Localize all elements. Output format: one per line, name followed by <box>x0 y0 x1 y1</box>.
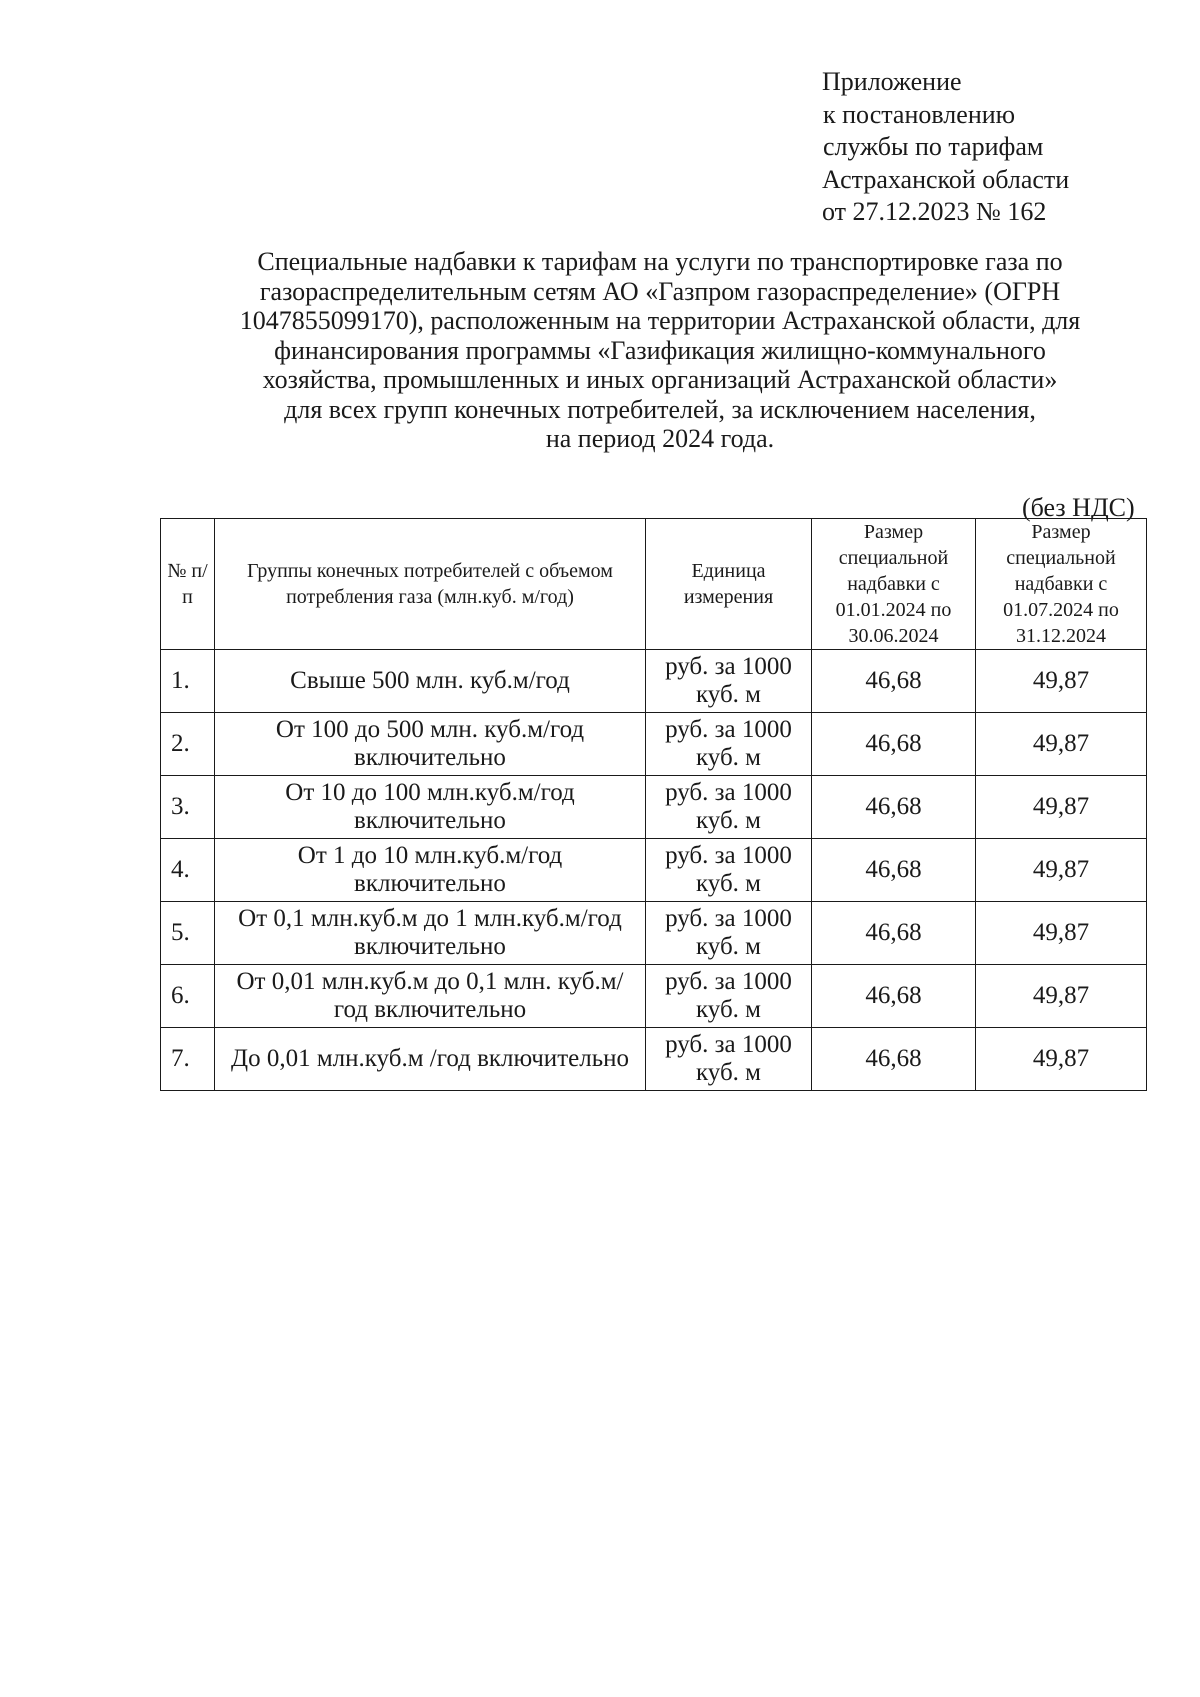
row-num: 2. <box>161 713 215 776</box>
vat-note: (без НДС) <box>1022 493 1135 522</box>
row-group: До 0,01 млн.куб.м /год включительно <box>215 1028 646 1091</box>
header-group: Группы конечных потребителей с объемом потребления газа (млн.куб. м/год) <box>215 519 646 650</box>
row-unit: руб. за 1000 куб. м <box>646 650 812 713</box>
row-unit: руб. за 1000 куб. м <box>646 713 812 776</box>
title-line: финансирования программы «Газификация жилищно-коммунального <box>274 335 1046 365</box>
document-title <box>180 247 1140 454</box>
row-unit: руб. за 1000 куб. м <box>646 1028 812 1091</box>
table-header-row <box>161 519 1147 650</box>
title-line: 1047855099170), расположенным на территории Астраханской области, для <box>239 306 1081 335</box>
row-num: 5. <box>161 902 215 965</box>
row-unit: руб. за 1000 куб. м <box>646 776 812 839</box>
row-group: От 1 до 10 млн.куб.м/год включительно <box>215 839 646 902</box>
approval-line: от 27.12.2023 № 162 <box>822 197 1047 226</box>
table-row <box>161 713 1147 776</box>
header-num: № п/п <box>161 519 215 650</box>
row-value-period-2: 49,87 <box>976 1028 1147 1091</box>
title-line: для всех групп конечных потребителей, за исключением населения, <box>284 394 1036 424</box>
row-value-period-2: 49,87 <box>976 902 1147 965</box>
row-group: От 0,1 млн.куб.м до 1 млн.куб.м/год включительно <box>215 902 646 965</box>
title-line: на период 2024 года. <box>545 424 775 453</box>
row-group: От 10 до 100 млн.куб.м/год включительно <box>215 776 646 839</box>
approval-line: Астраханской области <box>822 164 1070 194</box>
row-value-period-1: 46,68 <box>812 713 976 776</box>
row-num: 4. <box>161 839 215 902</box>
table-row <box>161 839 1147 902</box>
tariff-table <box>160 518 1147 1091</box>
table-row <box>161 1028 1147 1091</box>
approval-line: Приложение <box>822 67 962 96</box>
row-unit: руб. за 1000 куб. м <box>646 839 812 902</box>
row-group: Свыше 500 млн. куб.м/год <box>215 650 646 713</box>
header-unit: Единица измерения <box>646 519 812 650</box>
row-num: 7. <box>161 1028 215 1091</box>
approval-line: службы по тарифам <box>823 132 1044 161</box>
row-value-period-2: 49,87 <box>976 839 1147 902</box>
title-line: Специальные надбавки к тарифам на услуги по транспортировке газа по <box>257 247 1063 276</box>
title-line: газораспределительным сетям АО «Газпром газораспределение» (ОГРН <box>259 276 1061 306</box>
row-num: 3. <box>161 776 215 839</box>
approval-line: к постановлению <box>823 99 1016 129</box>
table-row <box>161 965 1147 1028</box>
row-num: 6. <box>161 965 215 1028</box>
header-period-2: Размер специальной надбавки с 01.07.2024 по 31.12.2024 <box>976 519 1147 650</box>
row-num: 1. <box>161 650 215 713</box>
title-line: хозяйства, промышленных и иных организаций Астраханской области» <box>262 365 1058 394</box>
table-row <box>161 650 1147 713</box>
row-value-period-2: 49,87 <box>976 650 1147 713</box>
row-value-period-1: 46,68 <box>812 902 976 965</box>
row-group: От 0,01 млн.куб.м до 0,1 млн. куб.м/год включительно <box>215 965 646 1028</box>
row-value-period-1: 46,68 <box>812 1028 976 1091</box>
table-row <box>161 776 1147 839</box>
row-value-period-1: 46,68 <box>812 839 976 902</box>
table-row <box>161 902 1147 965</box>
row-group: От 100 до 500 млн. куб.м/год включительно <box>215 713 646 776</box>
row-unit: руб. за 1000 куб. м <box>646 902 812 965</box>
approval-block <box>822 66 1069 229</box>
row-value-period-1: 46,68 <box>812 965 976 1028</box>
row-value-period-2: 49,87 <box>976 713 1147 776</box>
header-period-1: Размер специальной надбавки с 01.01.2024 по 30.06.2024 <box>812 519 976 650</box>
row-unit: руб. за 1000 куб. м <box>646 965 812 1028</box>
row-value-period-1: 46,68 <box>812 650 976 713</box>
row-value-period-2: 49,87 <box>976 965 1147 1028</box>
row-value-period-1: 46,68 <box>812 776 976 839</box>
row-value-period-2: 49,87 <box>976 776 1147 839</box>
